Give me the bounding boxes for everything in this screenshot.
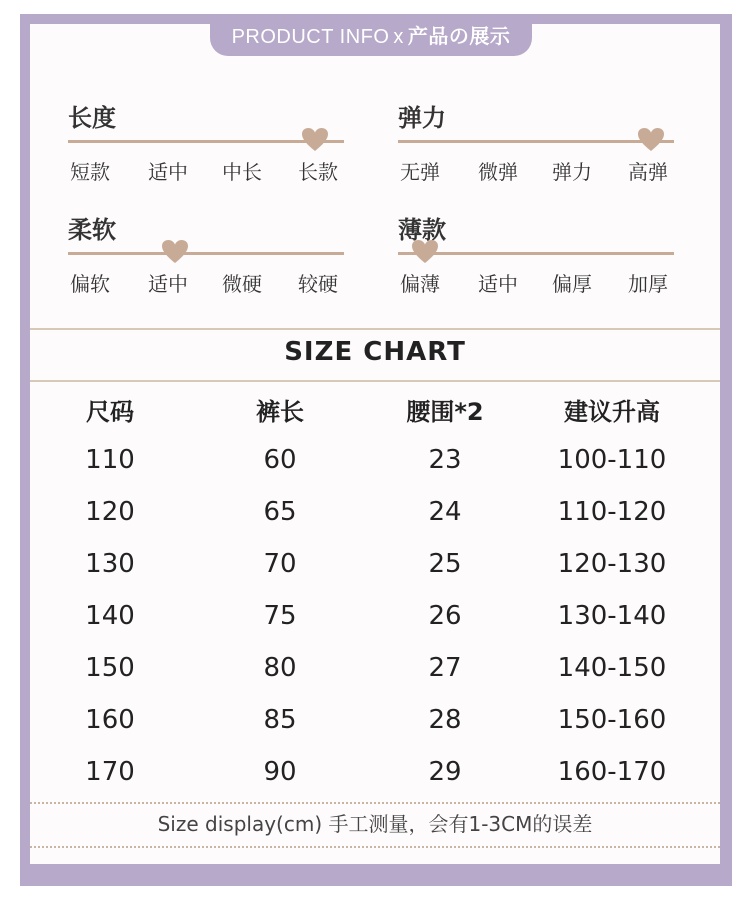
- row-length-cell: 85: [263, 705, 297, 735]
- row-size-cell: 130: [85, 549, 135, 579]
- attribute-softness: [68, 210, 348, 310]
- row-waist-cell: 26: [428, 601, 462, 631]
- section-divider: [30, 380, 720, 382]
- row-size-cell: 160: [85, 705, 135, 735]
- row-height-cell: 130-140: [557, 601, 667, 631]
- size-chart-title: SIZE CHART: [284, 337, 466, 367]
- row-length-cell: 60: [263, 445, 297, 475]
- row-length-cell: 90: [263, 757, 297, 787]
- attribute-option: 微弹: [478, 160, 518, 184]
- row-waist-cell: 24: [428, 497, 462, 527]
- attribute-option: 弹力: [552, 160, 592, 184]
- heart-icon: [302, 128, 328, 152]
- attribute-option: 高弹: [628, 160, 668, 184]
- heart-icon: [162, 240, 188, 264]
- header-cn: 产品の展示: [407, 24, 511, 48]
- attribute-option: 偏厚: [552, 272, 592, 296]
- attribute-option: 偏软: [70, 272, 110, 296]
- row-length-cell: 65: [263, 497, 297, 527]
- row-waist-cell: 29: [428, 757, 462, 787]
- attribute-option: 短款: [70, 160, 110, 184]
- attribute-option: 加厚: [628, 272, 668, 296]
- dotted-divider: [30, 846, 720, 848]
- row-height-cell: 110-120: [557, 497, 667, 527]
- attribute-option: 中长: [222, 160, 262, 184]
- attribute-scale-line: [68, 252, 344, 255]
- attribute-title: 柔软: [68, 216, 116, 244]
- attribute-scale-line: [398, 140, 674, 143]
- section-divider: [30, 328, 720, 330]
- section-header: [210, 16, 532, 56]
- attribute-option: 微硬: [222, 272, 262, 296]
- length-header: 裤长: [256, 398, 304, 426]
- row-size-cell: 170: [85, 757, 135, 787]
- attribute-scale-line: [398, 252, 674, 255]
- attribute-title: 薄款: [398, 216, 446, 244]
- row-size-cell: 110: [85, 445, 135, 475]
- row-height-cell: 120-130: [557, 549, 667, 579]
- height-header: 建议升高: [564, 398, 660, 426]
- dotted-divider: [30, 802, 720, 804]
- row-length-cell: 70: [263, 549, 297, 579]
- header-en: PRODUCT INFO: [231, 26, 390, 48]
- attribute-option: 适中: [148, 160, 188, 184]
- header-sep: x: [393, 26, 404, 48]
- attribute-option: 无弹: [400, 160, 440, 184]
- row-waist-cell: 28: [428, 705, 462, 735]
- row-length-cell: 75: [263, 601, 297, 631]
- attribute-option: 适中: [148, 272, 188, 296]
- attribute-option: 适中: [478, 272, 518, 296]
- row-waist-cell: 27: [428, 653, 462, 683]
- row-waist-cell: 25: [428, 549, 462, 579]
- attribute-thickness: [398, 210, 678, 310]
- row-height-cell: 150-160: [557, 705, 667, 735]
- attribute-option: 长款: [298, 160, 338, 184]
- attribute-title: 弹力: [398, 104, 446, 132]
- attribute-elasticity: [398, 98, 678, 198]
- row-size-cell: 150: [85, 653, 135, 683]
- heart-icon: [412, 240, 438, 264]
- row-height-cell: 160-170: [557, 757, 667, 787]
- attribute-length: [68, 98, 348, 198]
- row-height-cell: 140-150: [557, 653, 667, 683]
- attribute-title: 长度: [68, 104, 116, 132]
- attribute-option: 较硬: [298, 272, 338, 296]
- size-header: 尺码: [86, 398, 134, 426]
- row-size-cell: 120: [85, 497, 135, 527]
- row-size-cell: 140: [85, 601, 135, 631]
- footnote: Size display(cm) 手工测量，会有1-3CM的误差: [157, 812, 593, 836]
- attribute-option: 偏薄: [400, 272, 440, 296]
- row-length-cell: 80: [263, 653, 297, 683]
- heart-icon: [638, 128, 664, 152]
- waist-header: 腰围*2: [406, 398, 484, 426]
- row-waist-cell: 23: [428, 445, 462, 475]
- row-height-cell: 100-110: [557, 445, 667, 475]
